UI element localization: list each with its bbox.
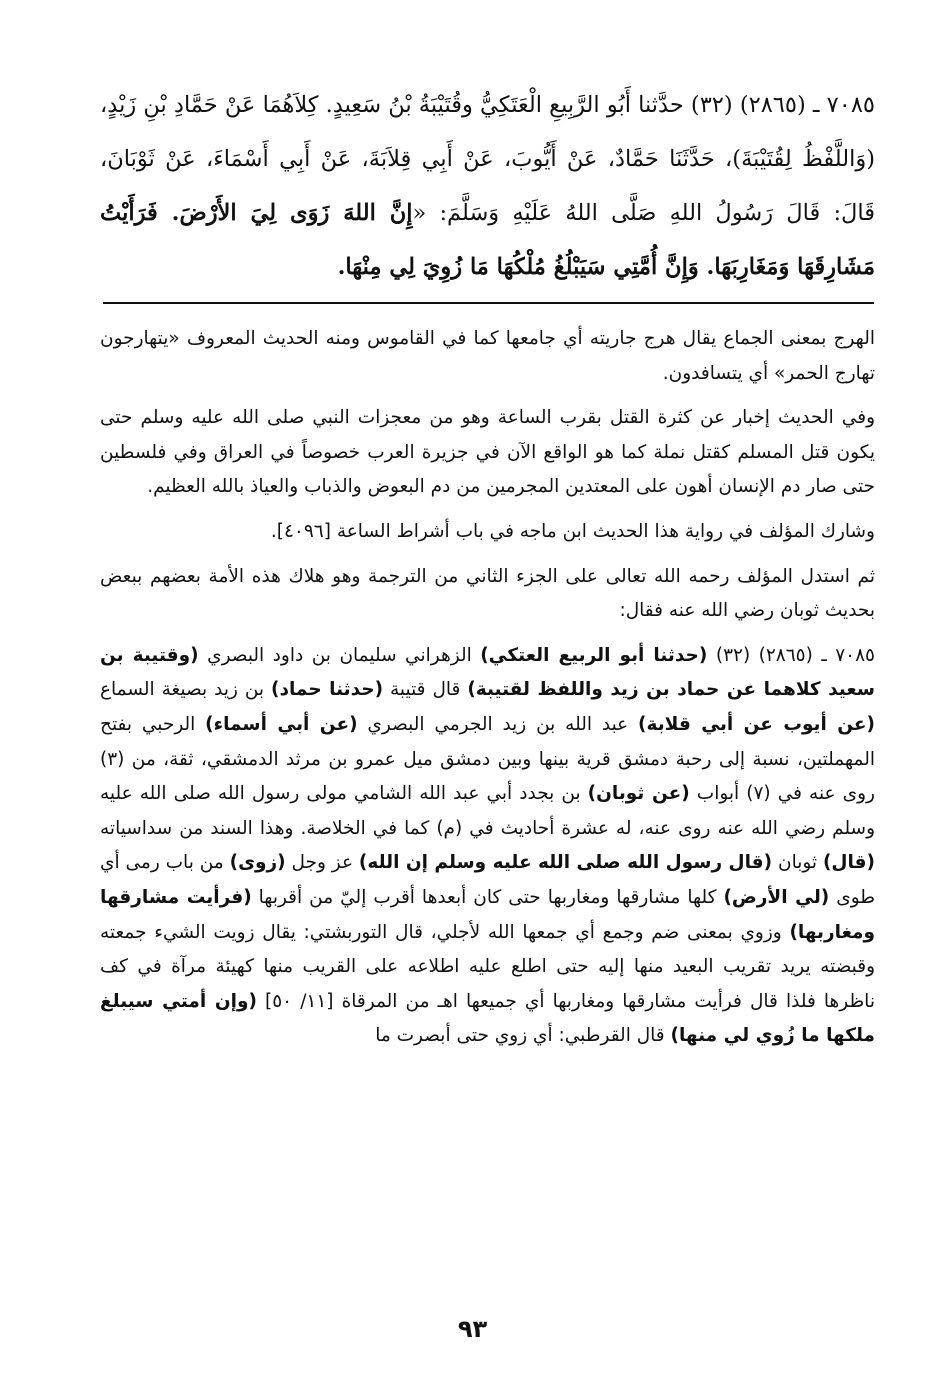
commentary-paragraph: وفي الحديث إخبار عن كثرة القتل بقرب الساعة وهو من معجزات النبي صلى الله عليه وسلم حتى يكون قتل المسلم كقتل نملة كما هو الواقع الآن في جزيرة العرب خصوصاً في العراق وفي فلسطين حتى صار دم الإنسان أهون على المعتدين المجرمين من دم البعوض والذباب والعياذ بالله العظيم. bbox=[100, 407, 875, 498]
hadith-text bbox=[100, 78, 875, 294]
commentary-section bbox=[100, 322, 875, 1064]
commentary-paragraph: ثم استدل المؤلف رحمه الله تعالى على الجزء الثاني من الترجمة وهو هلاك هذه الأمة بعضهم ببعض بحديث ثوبان رضي الله عنه فقال: bbox=[100, 565, 875, 622]
hadith-matn: إِنَّ اللهَ زَوَى لِيَ الأَرْضَ. فَرَأَيْتُ مَشَارِقَهَا وَمَغَارِبَهَا. وَإِنَّ أُمَّتِي سَيَبْلُغُ مُلْكُهَا مَا زُوِيَ لِي مِنْهَا. bbox=[100, 200, 875, 280]
commentary-paragraph: الهرج بمعنى الجماع يقال هرج جاريته أي جامعها كما في القاموس ومنه الحديث المعروف «يتهارجون تهارج الحمر» أي يتسافدون. bbox=[100, 328, 875, 384]
commentary-paragraph: وشارك المؤلف في رواية هذا الحديث ابن ماجه في باب أشراط الساعة [٤٠٩٦]. bbox=[270, 520, 875, 542]
commentary-hadith-explanation: ٧٠٨٥ ـ (٢٨٦٥) (٣٢) (حدثنا أبو الربيع العتكي) الزهراني سليمان بن داود البصري (وقتيبة بن سعيد كلاهما عن حماد بن زيد واللفظ لقتيبة) قال قتيبة (حدثنا حماد) بن زيد بصيغة السماع (عن أيوب عن أبي قلابة) عبد الله بن زيد الجرمي البصري (عن أبي أسماء) الرحبي بفتح المهملتين، نسبة إلى رحبة دمشق قرية بينها وبين دمشق ميل عمرو بن مرثد الدمشقي، ثقة، من (٣) روى عنه في (٧) أبواب (عن ثوبان) بن بجدد أبي عبد الله الشامي مولى رسول الله صلى الله عليه وسلم رضي الله عنه روى عنه، له عشرة أحاديث في (م) كما في الخلاصة. وهذا السند من سداسياته (قال) ثوبان (قال رسول الله صلى الله عليه وسلم إن الله) عز وجل (زوى) من باب رمى أي طوى (لي الأرض) كلها مشارقها ومغاربها حتى كان أبعدها أقرب إليّ من أقربها (فرأيت مشارقها ومغاربها) وزوي بمعنى ضم وجمع أي جمعها الله لأجلي، قال التوربشتي: يقال زويت الشيء جمعته وقبضته يريد تقريب البعيد منها إليه حتى اطلع عليه اطلاعه على القريب منها كهيئة مرآة في كف ناظرها فلذا قال فرأيت مشارقها ومغاربها أي جميعها اهـ من المرقاة [١١/ ٥٠] (وإن أمتي سيبلغ ملكها ما زُوي لي منها) قال القرطبي: أي زوي حتى أبصرت ما bbox=[100, 644, 875, 1047]
page-number: ٩٣ bbox=[457, 1315, 488, 1343]
footnote-separator bbox=[103, 302, 874, 304]
hadith-isnad: ٧٠٨٥ ـ (٢٨٦٥) (٣٢) حدَّثنا أَبُو الرَّبِيعِ الْعَتَكِيُّ وقُتَيْبَةُ بْنُ سَعِيدٍ. كِلاَهُمَا عَنْ حَمَّادِ بْنِ زَيْدٍ، (وَاللَّفْظُ لِقُتَيْبَةَ)، حَدَّثَنَا حَمَّادٌ، عَنْ أَيُّوبَ، عَنْ أَبِي قِلاَبَةَ، عَنْ أَبِي أَسْمَاءَ، عَنْ ثَوْبَانَ، قَالَ: قَالَ رَسُولُ اللهِ صَلَّى اللهُ عَلَيْهِ وَسَلَّمَ: « bbox=[100, 92, 875, 226]
